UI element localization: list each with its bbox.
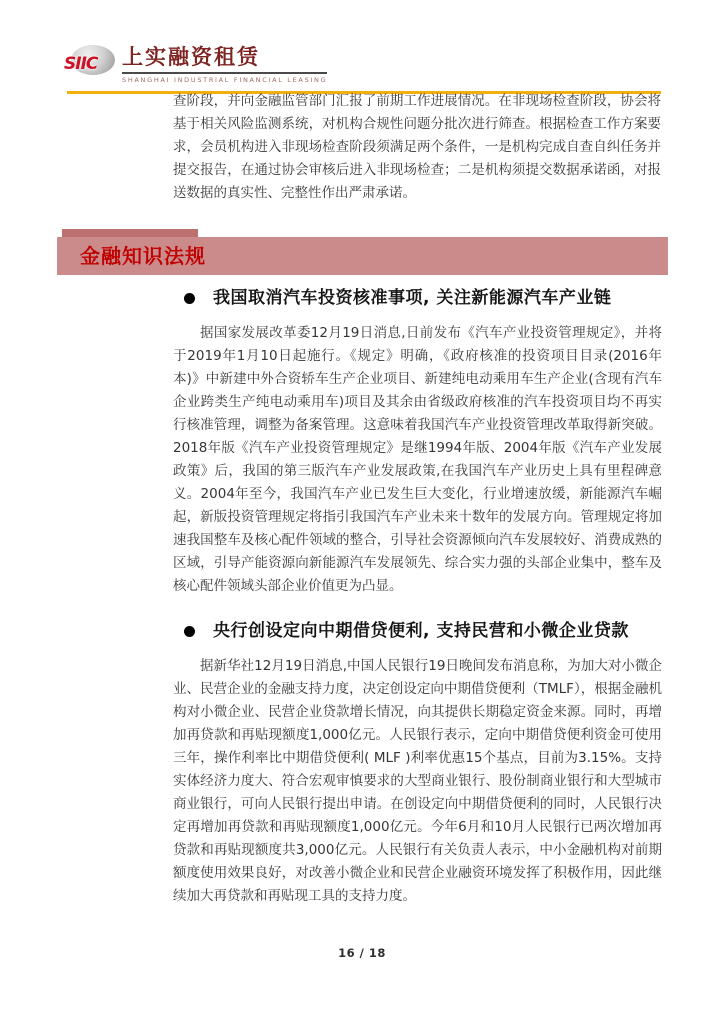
article-tmlf	[173, 619, 662, 908]
article-heading-text: 央行创设定向中期借贷便利, 支持民营和小微企业贷款	[213, 621, 629, 641]
articles-column	[173, 286, 662, 929]
article-heading-text: 我国取消汽车投资核准事项, 关注新能源汽车产业链	[213, 288, 612, 308]
section-banner	[57, 237, 668, 275]
banner-accent-bar	[62, 229, 198, 237]
bullet-icon	[184, 626, 195, 637]
bullet-icon	[184, 293, 195, 304]
company-name-cn: 上实融资租赁	[122, 45, 327, 74]
page-number: 16 / 18	[338, 946, 386, 960]
logo-mark-text: SIIC	[64, 54, 98, 74]
company-name-en: SHANGHAI INDUSTRIAL FINANCIAL LEASING	[122, 76, 328, 85]
article-body: 据国家发展改革委12月19日消息,日前发布《汽车产业投资管理规定》，并将于2019年1月10日起施行。《规定》明确，《政府核准的投资项目目录(2016年本)》中新建中外合资轿车生产企业项目、新建纯电动乘用车生产企业(含现有汽车企业跨类生产纯电动乘用车)项目及其余由省级政府核准的汽车投资项目均不再实行核准管理，调整为备案管理。这意味着我国汽车产业投资管理改革取得新突破。2018年版《汽车产业投资管理规定》是继1994年版、2004年版《汽车产业发展政策》后，我国的第三版汽车产业发展政策,在我国汽车产业历史上具有里程碑意义。2004年至今，我国汽车产业已发生巨大变化，行业增速放缓，新能源汽车崛起，新版投资管理规定将指引我国汽车产业未来十数年的发展方向。管理规定将加速我国整车及核心配件领域的整合，引导社会资源倾向汽车发展较好、消费成熟的区域，引导产能资源向新能源汽车发展领先、综合实力强的头部企业集中，整车及核心配件领域头部企业价值更为凸显。	[173, 325, 662, 594]
section-title: 金融知识法规	[80, 244, 206, 268]
article-heading	[173, 619, 662, 643]
page-footer	[0, 946, 724, 960]
article-auto-investment	[173, 286, 662, 598]
siic-logo-icon	[66, 42, 118, 78]
article-heading	[173, 286, 662, 310]
intro-paragraph: 查阶段，并向金融监管部门汇报了前期工作进展情况。在非现场检查阶段，协会将基于相关风险监测系统，对机构合规性问题分批次进行筛查。根据检查工作方案要求，会员机构进入非现场检查阶段须满足两个条件，一是机构完成自查自纠任务并提交报告，在通过协会审核后进入非现场检查；二是机构须提交数据承诺函，对报送数据的真实性、完整性作出严肃承诺。	[173, 93, 661, 201]
logo-name-block	[122, 42, 327, 84]
article-body: 据新华社12月19日消息,中国人民银行19日晚间发布消息称，为加大对小微企业、民营企业的金融支持力度，决定创设定向中期借贷便利（TMLF），根据金融机构对小微企业、民营企业贷款增长情况，向其提供长期稳定资金来源。同时，再增加再贷款和再贴现额度1,000亿元。人民银行表示，定向中期借贷便利资金可使用三年，操作利率比中期借贷便利( MLF )利率优惠15个基点，目前为3.15%。支持实体经济力度大、符合宏观审慎要求的大型商业银行、股份制商业银行和大型城市商业银行，可向人民银行提出申请。在创设定向中期借贷便利的同时，人民银行决定再增加再贷款和再贴现额度1,000亿元。今年6月和10月人民银行已两次增加再贷款和再贴现额度共3,000亿元。人民银行有关负责人表示，中小金融机构对前期额度使用效果良好，对改善小微企业和民营企业融资环境发挥了积极作用，因此继续加大再贷款和再贴现工具的支持力度。	[173, 658, 662, 904]
company-logo	[66, 42, 327, 84]
